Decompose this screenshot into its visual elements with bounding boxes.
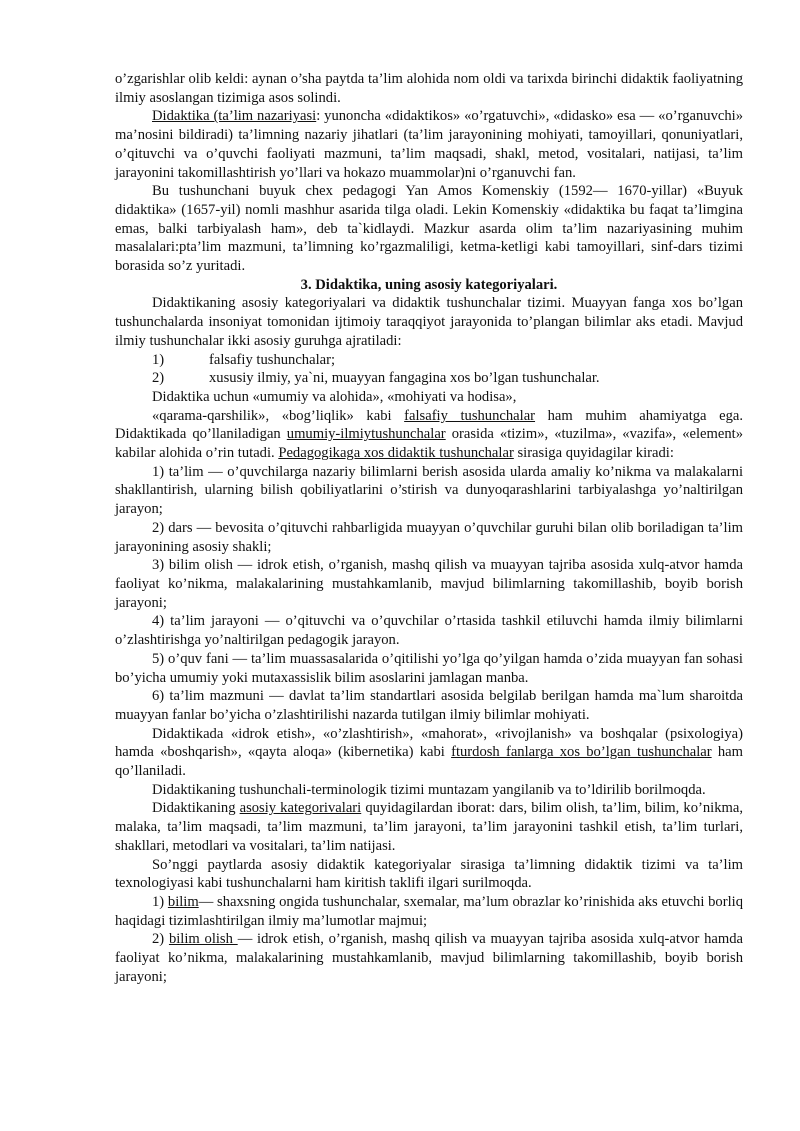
text-run: — shaxsning ongida tushunchalar, sxemalar, ma’lum obrazlar ko’rinishida aks etuvchi borliq haqidagi tizimlashtirilgan ilmiy ma’lumotlar majmui; [115, 893, 743, 929]
text-run: 2) [152, 931, 169, 948]
text-run: falsafiy tushunchalar; [209, 351, 336, 368]
body-paragraph [115, 556, 743, 612]
body-paragraph [115, 856, 743, 893]
text-run: ham qo’llaniladi. [115, 744, 743, 780]
text-run: 2) dars — bevosita o’qituvchi rahbarligida muayyan o’quvchilar guruhi bilan olib boriladigan ta’lim jarayonining asosiy shakli; [115, 519, 743, 555]
text-run: 3) bilim olish — idrok etish, o’rganish, mashq qilish va muayyan tajriba asosida xulq-atvor hamda faoliyat ko’nikma, malakalarining mustahkamlanib, mavjud bilimlarning takomillashib, boyib borish jarayoni; [115, 557, 743, 611]
list-item-number: 1) [152, 351, 165, 368]
body-paragraph [115, 182, 743, 276]
list-item [115, 351, 743, 370]
underlined-term: Pedagogikaga xos didaktik tushunchalar [278, 445, 514, 462]
text-run: Didaktikaning [152, 800, 240, 817]
body-paragraph [115, 893, 743, 930]
text-run: «qarama-qarshilik», «bog’liqlik» kabi [152, 407, 405, 424]
text-run: 1) [152, 893, 168, 910]
underlined-term: falsafiy tushunchalar [404, 407, 536, 424]
text-run: : yunoncha «didaktikos» «o’rgatuvchi», «didasko» esa — «o’rganuvchi» ma’nosini bildiradi) ta’limning nazariy jihatlari (ta’lim jarayonining mohiyati, tamoyillari, qonuniyatlari, o’qituvchi va o’quvchi faoliyati mazmuni, ta’lim maqsadi, shakl, metod, vositalari, natijasi, ta’lim jarayonini takomillashtirish yo’llari va hokazo muammolar)ni o’rganuvchi fan. [115, 108, 743, 181]
underlined-term: umumiy-ilmiytushunchalar [286, 426, 446, 443]
underlined-term: Didaktika (ta’lim nazariyasi [152, 108, 317, 125]
text-run: 3. Didaktika, uning asosiy kategoriyalari. [300, 276, 558, 293]
text-run: xususiy ilmiy, ya`ni, muayyan fangagina xos bo’lgan tushunchalar. [209, 370, 600, 387]
underlined-term: bilim olish [168, 931, 238, 948]
text-run: ham muhim ahamiyatga ega. Didaktikada qo’llaniladigan [115, 407, 743, 443]
text-run: 6) ta’lim mazmuni — davlat ta’lim standartlari asosida belgilab berilgan hamda ma`lum sharoitda muayyan fanlar bo’yicha o’zlashtirilishi nazarda tutilgan ilmiy bilimlar mohiyati. [115, 688, 743, 723]
text-run: Didaktikada «idrok etish», «o’zlashtirish», «mahorat», «rivojlanish» va boshqalar (psixologiya) hamda «boshqarish», «qayta aloqa» (kibernetika) kabi [115, 725, 743, 761]
body-paragraph [115, 107, 743, 182]
body-paragraph [115, 388, 743, 407]
underlined-term: fturdosh fanlarga xos bo’lgan tushunchalar [451, 744, 712, 761]
list-item-number: 2) [152, 370, 165, 387]
body-paragraph [115, 799, 743, 855]
text-run: sirasiga quyidagilar kiradi: [513, 445, 674, 462]
body-paragraph [115, 612, 743, 649]
list-item [115, 369, 743, 388]
text-run: — idrok etish, o’rganish, mashq qilish va muayyan tajriba asosida xulq-atvor hamda faoliyat ko’nikma, malakalarining mustahkamlanib, mavjud bilimlarning takomillashib, boyib borish jarayoni; [115, 931, 744, 985]
text-run: quyidagilardan iborat: dars, bilim olish, ta’lim, bilim, ko’nikma, malaka, ta’lim maqsadi, ta’lim mazmuni, ta’lim jarayoni, ta’lim jarayonini tashkil etish, ta’lim turlari, shakllari, metodlari va vositalari, ta’lim natijasi. [115, 800, 743, 854]
body-paragraph [115, 70, 743, 107]
underlined-term: asosiy kategorivalari [239, 800, 362, 817]
text-run: orasida «tizim», «tuzilma», «vazifa», «element» kabilar alohida o’rin tutadi. [115, 426, 743, 462]
body-paragraph [115, 930, 743, 986]
body-paragraph [115, 294, 743, 350]
text-run: Didaktika uchun «umumiy va alohida», «mohiyati va hodisa», [152, 388, 517, 405]
text-run: Didaktikaning tushunchali-terminologik tizimi muntazam yangilanib va to’ldirilib borilmoqda. [152, 781, 706, 798]
text-run: 1) ta’lim — o’quvchilarga nazariy bilimlarni berish asosida ularda amaliy ko’nikma va malakalarni shakllantirish, ularning bilish qobiliyatlarini o’stirish va dunyoqarashlarini tarbiyalashga yo’naltirilgan jarayon; [115, 463, 743, 518]
text-run: Bu tushunchani buyuk chex pedagogi Yan Amos Komenskiy (1592— 1670-yillar) «Buyuk didaktika» (1657-yil) nomli mashhur asarida tilga oladi. Lekin Komenskiy «didaktika bu faqat ta’limgina emas, balki tarbiyalash ham», deb ta`kidlaydi. Mazkur asarda olim ta’lim nazariyasining muhim masalalari:pta’lim mazmuni, ta’limning ko’rgazmaliligi, ketma-ketligi kabi tamoyillari, sinf-dars tizimi borasida so’z yuritadi. [115, 183, 743, 275]
body-paragraph [115, 725, 743, 781]
text-run: So’nggi paytlarda asosiy didaktik kategoriyalar sirasiga ta’limning didaktik tizimi va ta’lim texnologiyasi kabi tushunchalarni ham kiritish taklifi ilgari surilmoqda. [115, 856, 743, 892]
body-paragraph [115, 463, 743, 519]
text-run: 5) o’quv fani — ta’lim muassasalarida o’qitilishi yo’lga qo’yilgan hamda o’zida muayyan fan sohasi bo’yicha umumiy yoki mutaxassislik bilim asoslarini jamlagan manba. [115, 650, 743, 686]
body-paragraph [115, 650, 743, 687]
document-page [115, 70, 743, 986]
body-paragraph [115, 687, 743, 724]
body-paragraph [115, 407, 743, 463]
text-run: o’zgarishlar olib keldi: aynan o’sha paytda ta’lim alohida nom oldi va tarixda birinchi didaktik faoliyatning ilmiy asoslangan tizimiga asos solindi. [115, 71, 743, 106]
underlined-term: bilim [167, 893, 199, 910]
body-paragraph [115, 781, 743, 800]
body-paragraph [115, 519, 743, 556]
text-run: 4) ta’lim jarayoni — o’qituvchi va o’quvchilar o’rtasida tashkil etiluvchi hamda ilmiy bilimlarni o’zlashtirishga yo’naltirilgan pedagogik jarayon. [115, 613, 743, 649]
text-run: Didaktikaning asosiy kategoriyalari va didaktik tushunchalar tizimi. Muayyan fanga xos bo’lgan tushunchalarda insoniyat tomonidan ijtimoiy taraqqiyot jarayonida to’plangan bilimlar aks etadi. Mavjud ilmiy tushunchalar ikki asosiy guruhga ajratiladi: [115, 295, 743, 349]
section-heading [115, 276, 743, 295]
